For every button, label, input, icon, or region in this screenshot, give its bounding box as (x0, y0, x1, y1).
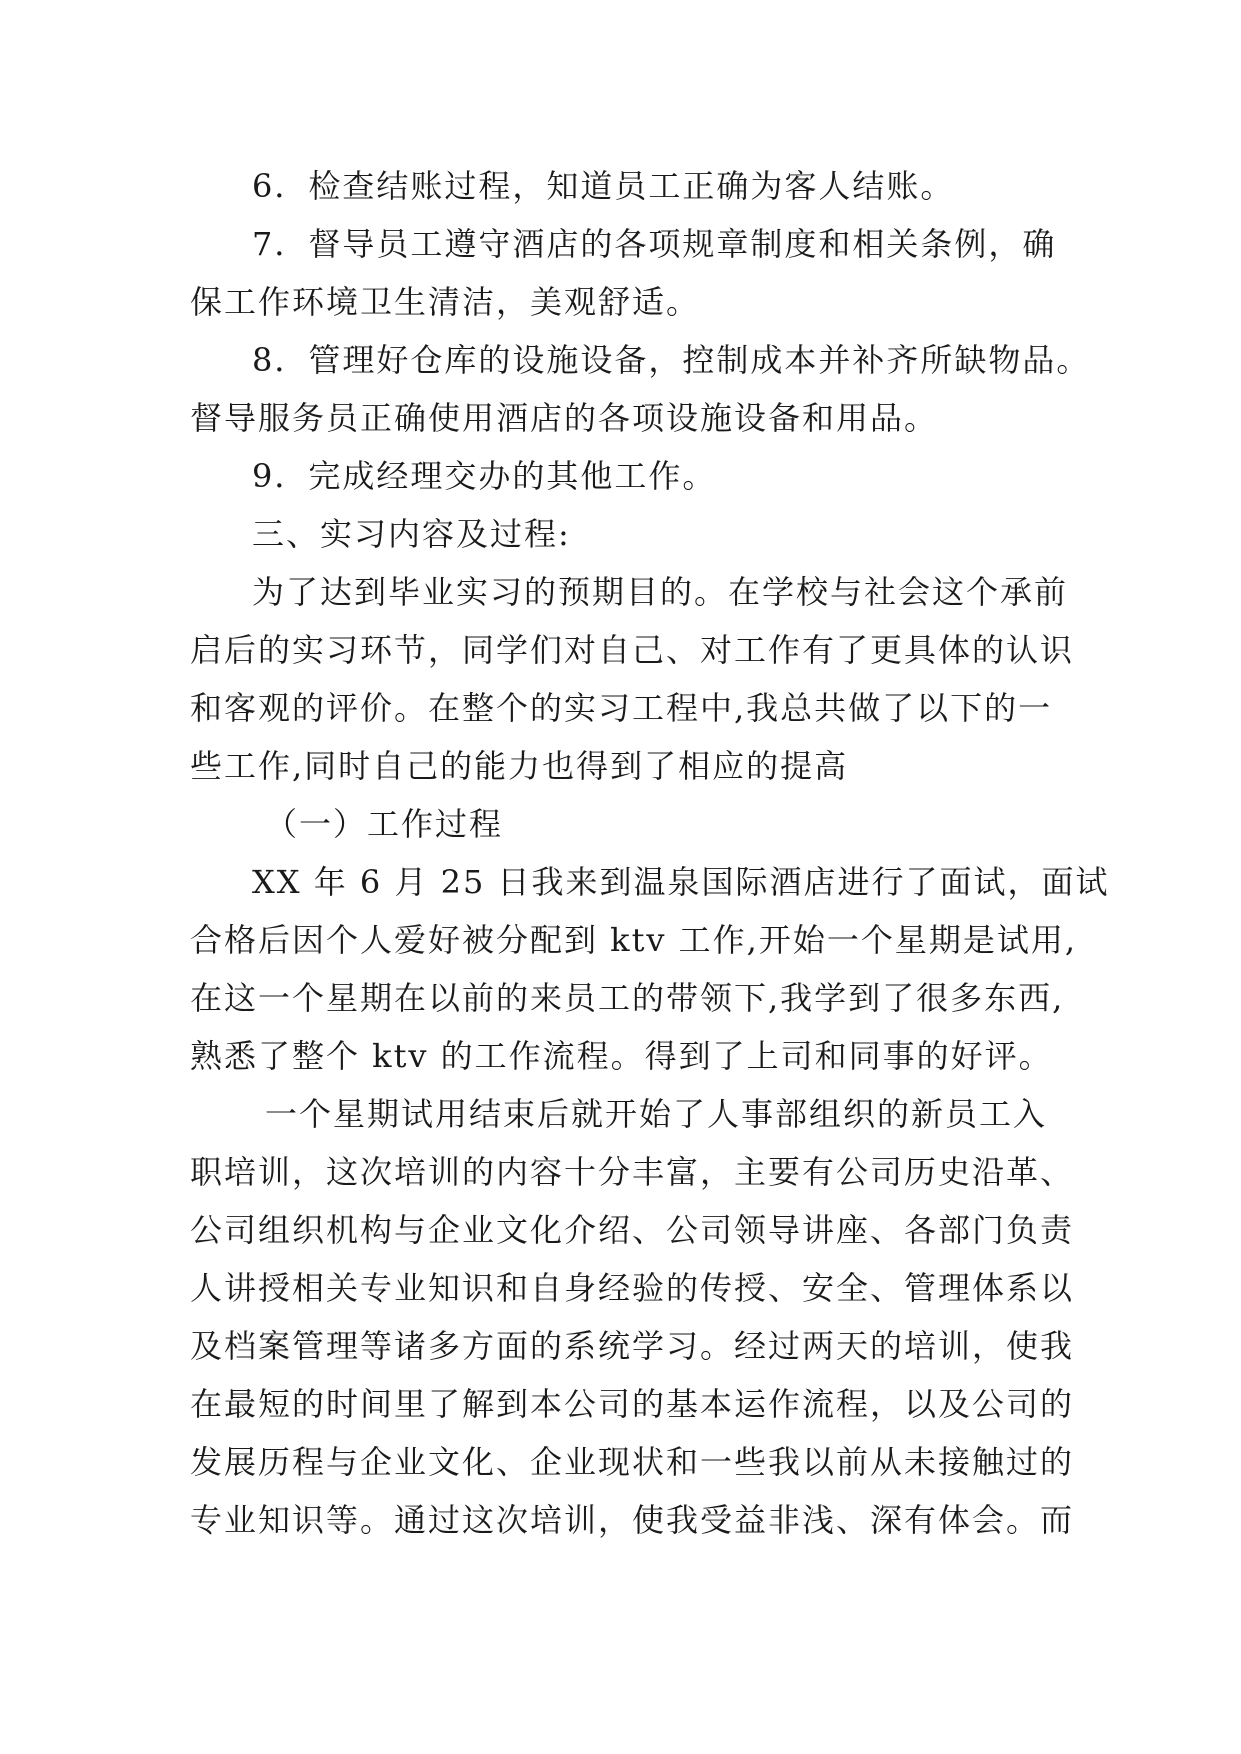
paragraph-line: 在这一个星期在以前的来员工的带领下,我学到了很多东西, (190, 979, 1065, 1017)
paragraph-line: 人讲授相关专业知识和自身经验的传授、安全、管理体系以 (190, 1269, 1075, 1307)
paragraph-line: 6．检查结账过程，知道员工正确为客人结账。 (252, 167, 955, 205)
paragraph-line: 保工作环境卫生清洁，美观舒适。 (190, 283, 701, 321)
paragraph-line: 专业知识等。通过这次培训，使我受益非浅、深有体会。而 (190, 1501, 1075, 1539)
section-heading: 三、实习内容及过程: (252, 515, 571, 553)
paragraph-line: 及档案管理等诸多方面的系统学习。经过两天的培训，使我 (190, 1327, 1075, 1365)
paragraph-line: 合格后因个人爱好被分配到 ktv 工作,开始一个星期是试用, (190, 921, 1078, 959)
subsection-heading: （一）工作过程 (265, 805, 504, 843)
paragraph-line: XX 年 6 月 25 日我来到温泉国际酒店进行了面试，面试 (252, 863, 1110, 901)
paragraph-line: 督导服务员正确使用酒店的各项设施设备和用品。 (190, 399, 939, 437)
paragraph-line: 公司组织机构与企业文化介绍、公司领导讲座、各部门负责 (190, 1211, 1075, 1249)
paragraph-line: 在最短的时间里了解到本公司的基本运作流程，以及公司的 (190, 1385, 1075, 1423)
paragraph-line: 和客观的评价。在整个的实习工程中,我总共做了以下的一 (190, 689, 1053, 727)
paragraph-line: 启后的实习环节，同学们对自己、对工作有了更具体的认识 (190, 631, 1075, 669)
paragraph-line: 发展历程与企业文化、企业现状和一些我以前从未接触过的 (190, 1443, 1075, 1481)
paragraph-line: 一个星期试用结束后就开始了人事部组织的新员工入 (265, 1095, 1048, 1133)
paragraph-line: 7．督导员工遵守酒店的各项规章制度和相关条例，确 (252, 225, 1057, 263)
paragraph-line: 些工作,同时自己的能力也得到了相应的提高 (190, 747, 849, 785)
paragraph-line: 8．管理好仓库的设施设备，控制成本并补齐所缺物品。 (252, 341, 1091, 379)
paragraph-line: 为了达到毕业实习的预期目的。在学校与社会这个承前 (252, 573, 1069, 611)
paragraph-line: 熟悉了整个 ktv 的工作流程。得到了上司和同事的好评。 (190, 1037, 1053, 1075)
paragraph-line: 职培训，这次培训的内容十分丰富，主要有公司历史沿革、 (190, 1153, 1075, 1191)
paragraph-line: 9．完成经理交办的其他工作。 (252, 457, 717, 495)
